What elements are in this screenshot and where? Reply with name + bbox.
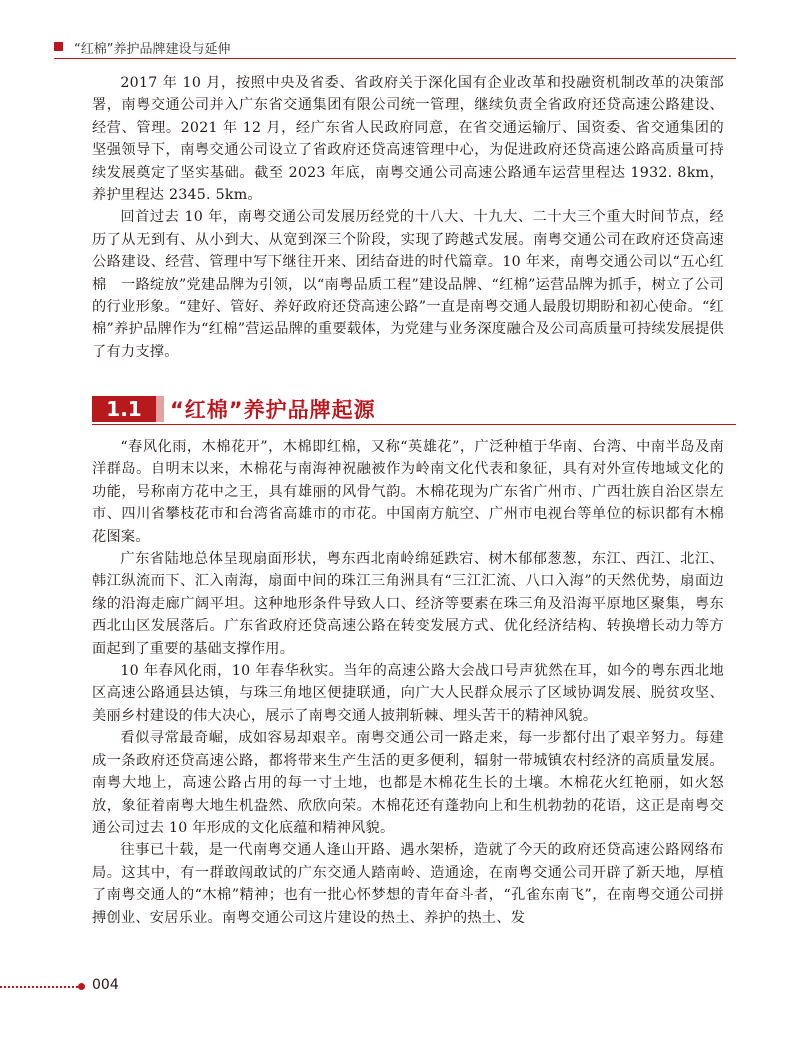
page-number: 004 xyxy=(92,977,119,993)
paragraph: 广东省陆地总体呈现扇面形状，粤东西北南岭绵延跌宕、树木郁郁葱葱，东江、西江、北江、韩江纵流而下、汇入南海，扇面中间的珠江三角洲具有“三江汇流、八口入海”的天然优势，扇面边缘的沿海走廊广阔平坦。这种地形条件导致人口、经济等要素在珠三角及沿海平原地区聚集，粤东西北山区发展落后。广东省政府还贷高速公路在转变发展方式、优化经济结构、转换增长动力等方面起到了重要的基础支撑作用。 xyxy=(92,551,724,657)
header-rule xyxy=(54,58,736,59)
section-number-badge: 1.1 xyxy=(92,396,156,422)
paragraph: 回首过去 10 年，南粤交通公司发展历经党的十八大、十九大、二十大三个重大时间节点，经历了从无到有、从小到大、从宽到深三个阶段，实现了跨越式发展。南粤交通公司在政府还贷高速公路建设、经营、管理中写下继往开来、团结奋进的时代篇章。10 年来，南粤交通公司以“五心红棉 一路绽放”党建品牌为引领，以“南粤品质工程”建设品牌、“红棉”运营品牌为抓手，树立了公司的行业形象。“建好、管好、养好政府还贷高速公路”一直是南粤交通人最殷切期盼和初心使命。“红棉”养护品牌作为“红棉”营运品牌的重要载体，为党建与业务深度融合及公司高质量可持续发展提供了有力支撑。 xyxy=(92,209,724,360)
paragraph: 看似寻常最奇崛，成如容易却艰辛。南粤交通公司一路走来，每一步都付出了艰辛努力。每建成一条政府还贷高速公路，都将带来生产生活的更多便利，辐射一带城镇农村经济的高质量发展。南粤大地上，高速公路占用的每一寸土地，也都是木棉花生长的土壤。木棉花火红艳丽，如火怒放，象征着南粤大地生机盎然、欣欣向荣。木棉花还有蓬勃向上和生机勃勃的花语，这正是南粤交通公司过去 10 年形成的文化底蕴和精神风貌。 xyxy=(92,730,724,836)
running-title: “红棉”养护品牌建设与延伸 xyxy=(74,42,231,57)
footer-dot xyxy=(78,983,85,990)
intro-text-block xyxy=(92,72,724,363)
paragraph: 10 年春风化雨，10 年春华秋实。当年的高速公路大会战口号声犹然在耳，如今的粤东西北地区高速公路通县达镇，与珠三角地区便捷联通，向广大人民群众展示了区域协调发展、脱贫攻坚、美丽乡村建设的伟大决心，展示了南粤交通人披荆斩棘、埋头苦干的精神风貌。 xyxy=(92,663,724,724)
section-title: “红棉”养护品牌起源 xyxy=(170,398,376,422)
paragraph: “春风化雨，木棉花开”，木棉即红棉，又称“英雄花”，广泛种植于华南、台湾、中南半岛及南洋群岛。自明末以来，木棉花与南海神祝融被作为岭南文化代表和象征，具有对外宣传地域文化的功能，号称南方花中之王，具有雄丽的风骨气韵。木棉花现为广东省广州市、广西壮族自治区崇左市、四川省攀枝花市和台湾省高雄市的市花。中国南方航空、广州市电视台等单位的标识都有木棉花图案。 xyxy=(92,439,724,545)
running-header xyxy=(0,0,790,62)
paragraph: 往事已十载，是一代南粤交通人逢山开路、遇水架桥，造就了今天的政府还贷高速公路网络布局。这其中，有一群敢闯敢试的广东交通人踏南岭、造通途，在南粤交通公司开辟了新天地，厚植了南粤交通人的“木棉”精神；也有一批心怀梦想的青年奋斗者，“孔雀东南飞”，在南粤交通公司拼搏创业、安居乐业。南粤交通公司这片建设的热土、养护的热土、发 xyxy=(92,842,724,926)
footer-dotted-line xyxy=(0,986,78,988)
section-rule xyxy=(92,424,736,425)
paragraph: 2017 年 10 月，按照中央及省委、省政府关于深化国有企业改革和投融资机制改革的决策部署，南粤交通公司并入广东省交通集团有限公司统一管理，继续负责全省政府还贷高速公路建设、经营、管理。2021 年 12 月，经广东省人民政府同意，在省交通运输厅、国资委、省交通集团的坚强领导下，南粤交通公司设立了省政府还贷高速管理中心，为促进政府还贷高速公路高质量可持续发展奠定了坚实基础。截至 2023 年底，南粤交通公司高速公路通车运营里程达 1932. 8km，养护里程达 2345. 5km。 xyxy=(92,75,724,204)
header-red-square xyxy=(54,42,63,51)
section-text-block xyxy=(92,436,724,929)
section-heading xyxy=(92,393,736,427)
section-badge-tab xyxy=(156,396,164,422)
